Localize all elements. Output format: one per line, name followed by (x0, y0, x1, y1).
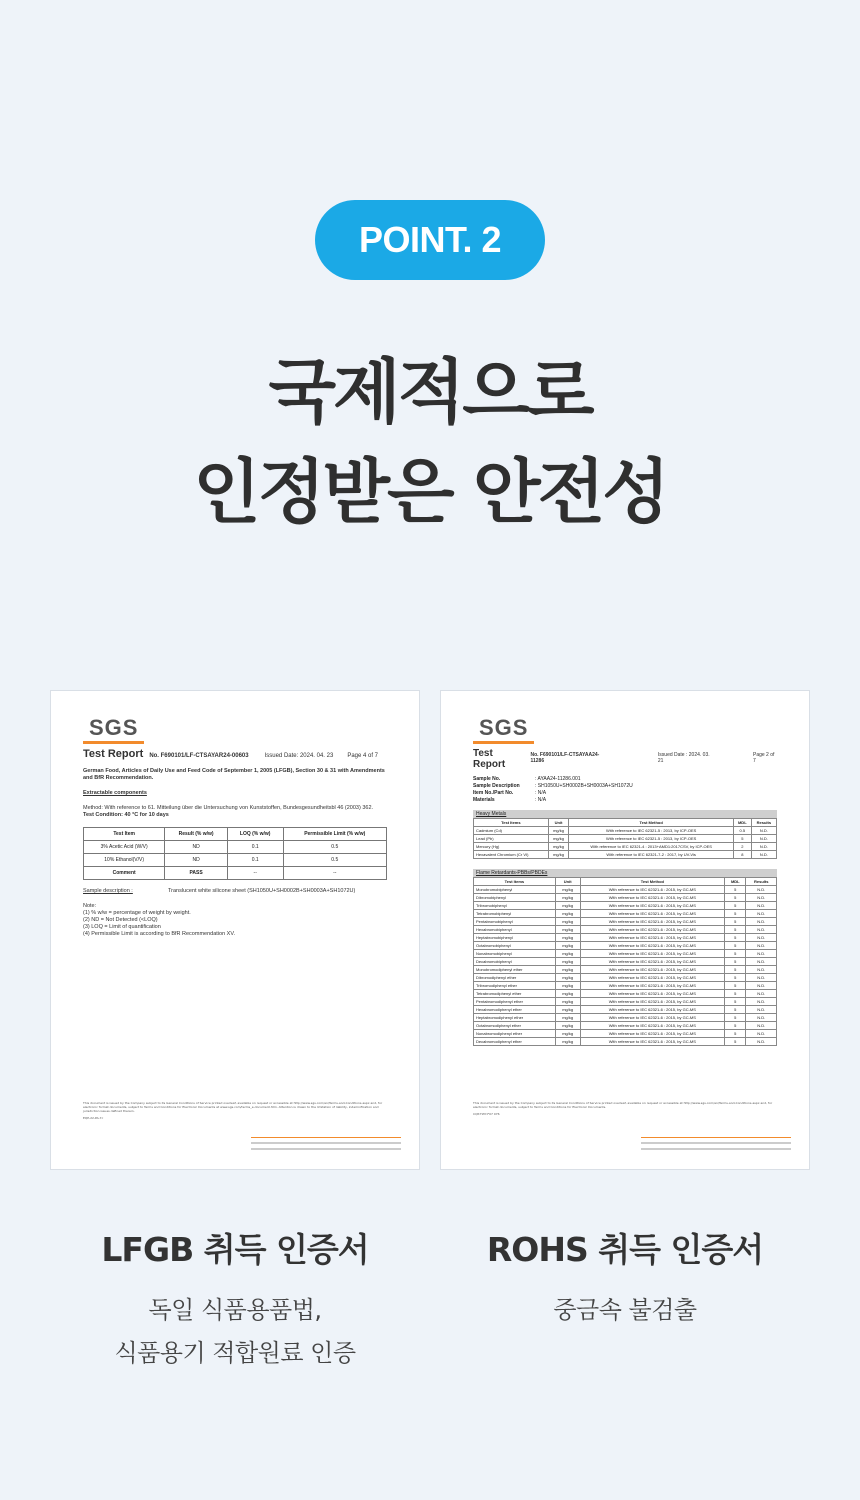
table-cell: With reference to IEC 62321-4 : 2013+AMD1:2017CSV, by ICP-OES (569, 843, 734, 851)
table-cell: 5 (733, 835, 751, 843)
table-cell: 5 (725, 1038, 746, 1046)
table-cell: N.D. (746, 1006, 777, 1014)
table-cell: 5 (725, 926, 746, 934)
table-cell: N.D. (746, 982, 777, 990)
table-cell: 5 (725, 1022, 746, 1030)
flame-retardants-table (473, 877, 777, 1046)
table-cell: N.D. (746, 1030, 777, 1038)
table-cell: 3% Acetic Acid (W/V) (84, 841, 165, 854)
table-cell: Lead (Pb) (474, 835, 549, 843)
result-table (83, 827, 387, 880)
table-cell: Heptabromodiphenyl ether (474, 1014, 556, 1022)
table-cell: N.D. (746, 1022, 777, 1030)
table-cell: Comment (84, 867, 165, 880)
table-header: LOQ (% w/w) (227, 828, 283, 841)
table-header: Result (% w/w) (165, 828, 228, 841)
table-cell: 5 (725, 894, 746, 902)
table-cell: With reference to IEC 62321-6 : 2015, by GC-MS (580, 934, 724, 942)
note-item: (4) Permissible Limit is according to BfR Recommendation XV. (83, 931, 236, 937)
table-cell: PASS (165, 867, 228, 880)
table-cell: With reference to IEC 62321-6 : 2015, by GC-MS (580, 958, 724, 966)
table-cell: N.D. (746, 1014, 777, 1022)
table-cell: 5 (725, 1006, 746, 1014)
table-cell: Heptabromobiphenyl (474, 934, 556, 942)
table-cell: N.D. (746, 894, 777, 902)
footer-rule (251, 1137, 401, 1155)
section-title: Extractable components (83, 790, 147, 796)
sgs-logo: SGS (83, 715, 144, 744)
report-number: No. F690101/LF-CTSAYAR24-00603 (149, 753, 249, 759)
table-cell: N.D. (746, 966, 777, 974)
table-cell: 5 (725, 990, 746, 998)
table-row (474, 998, 777, 1006)
table-cell: 5 (725, 982, 746, 990)
table-cell: N.D. (746, 910, 777, 918)
table-cell: mg/kg (555, 934, 580, 942)
footer-rule (641, 1137, 791, 1155)
rohs-caption-desc: 중금속 불검출 (553, 1296, 697, 1324)
table-cell: 5 (725, 958, 746, 966)
notes-title: Note: (83, 903, 97, 909)
method-text: Method: With reference to 61. Mitteilung über die Untersuchung von Kunststoffen, Bundesgesundheitsbl 46 (2003) 362. (83, 805, 374, 811)
table-cell: N.D. (746, 942, 777, 950)
table-cell: mg/kg (555, 1014, 580, 1022)
table-cell: N.D. (746, 950, 777, 958)
table-header: Test Items (474, 878, 556, 886)
table-row (474, 894, 777, 902)
table-row (84, 841, 387, 854)
table-cell: 5 (725, 942, 746, 950)
table-cell: Pentabromobiphenyl (474, 918, 556, 926)
table-cell: ND (165, 841, 228, 854)
table-row (474, 1014, 777, 1022)
table-cell: 5 (725, 918, 746, 926)
report-number: No. F690101/LF-CTSAYAA24-11286 (530, 752, 600, 764)
table-row (84, 854, 387, 867)
table-cell: N.D. (746, 918, 777, 926)
table-cell: 5 (725, 1014, 746, 1022)
table-cell: 5 (725, 950, 746, 958)
table-cell: N.D. (751, 827, 776, 835)
table-cell: mg/kg (555, 966, 580, 974)
table-row (474, 982, 777, 990)
table-cell: mg/kg (555, 974, 580, 982)
table-cell: N.D. (746, 990, 777, 998)
table-cell: With reference to IEC 62321-6 : 2015, by GC-MS (580, 926, 724, 934)
table-cell: 0.5 (283, 841, 386, 854)
table-cell: With reference to IEC 62321-6 : 2015, by GC-MS (580, 974, 724, 982)
sample-field: Sample Description : SH1050U+SH0002B+SH0003A+SH1072U (473, 783, 633, 789)
note-item: (1) % w/w = percentage of weight by weight. (83, 910, 191, 916)
document-footer: This document is issued by the Company subject to its General Conditions of Service printed overleaf, available on request or accessible at http://www.sgs.com/en/Terms-and-Conditions.aspx and, for electronic format documents, subject to Terms and Conditions for Electronic Documents at www.sgs.com/terms_e-document.htm. Attention is drawn to the limitation of liability, indemnification and jurisdiction issues defined therein. EQP-22-PA-7c (83, 1101, 395, 1120)
table-cell: Dibromodiphenyl ether (474, 974, 556, 982)
table-cell: With reference to IEC 62321-7-2 : 2017, by UV-Vis (569, 851, 734, 859)
lfgb-caption-desc-2: 식품용기 적합원료 인증 (114, 1339, 356, 1367)
table-cell: mg/kg (555, 910, 580, 918)
headline-line-1: 국제적으로 (268, 351, 592, 433)
heavy-metals-table (473, 818, 777, 859)
footer-code: EQP-22-PA-7c (83, 1116, 104, 1120)
table-cell: Monobromobiphenyl (474, 886, 556, 894)
table-header: Unit (548, 819, 569, 827)
table-cell: With reference to IEC 62321-6 : 2015, by GC-MS (580, 918, 724, 926)
table-cell: mg/kg (548, 835, 569, 843)
lfgb-caption-desc-1: 독일 식품용품법, (148, 1296, 322, 1324)
table-cell: With reference to IEC 62321-6 : 2015, by GC-MS (580, 998, 724, 1006)
table-cell: mg/kg (555, 1038, 580, 1046)
issued-date: Issued Date : 2024. 03. 21 (657, 752, 710, 764)
table-row (84, 867, 387, 880)
sample-label: Sample description : (83, 888, 133, 894)
table-cell: N.D. (746, 934, 777, 942)
table-cell: Hexabromobiphenyl (474, 926, 556, 934)
table-cell: 5 (725, 902, 746, 910)
note-item: (2) ND = Not Detected (<LOQ) (83, 917, 158, 923)
sample-field: Sample No. : AYAA24-11286.001 (473, 776, 581, 782)
table-row (474, 843, 777, 851)
table-cell: mg/kg (555, 1006, 580, 1014)
table-cell: N.D. (746, 902, 777, 910)
table-cell: Dibromobiphenyl (474, 894, 556, 902)
table-row (474, 958, 777, 966)
table-cell: Octabromobiphenyl (474, 942, 556, 950)
table-cell: mg/kg (548, 843, 569, 851)
table-cell: N.D. (751, 851, 776, 859)
table-cell: With reference to IEC 62321-6 : 2015, by GC-MS (580, 942, 724, 950)
table-cell: mg/kg (555, 942, 580, 950)
table-cell: 2 (733, 843, 751, 851)
lfgb-caption-title: LFGB 취득 인증서 (101, 1230, 369, 1269)
table-cell: Octabromodiphenyl ether (474, 1022, 556, 1030)
table-cell: N.D. (746, 886, 777, 894)
table-cell: Hexabromodiphenyl ether (474, 1006, 556, 1014)
sample-value: Translucent white silicone sheet (SH1050U+SH0002B+SH0003A+SH1072U) (168, 888, 356, 894)
table-cell: ND (165, 854, 228, 867)
table-cell: With reference to IEC 62321-6 : 2015, by GC-MS (580, 1014, 724, 1022)
table-cell: With reference to IEC 62321-6 : 2015, by GC-MS (580, 1022, 724, 1030)
flame-retardants-title: Flame Retardants-PBBs/PBDEs (473, 869, 777, 877)
table-cell: With reference to IEC 62321-6 : 2015, by GC-MS (580, 982, 724, 990)
footer-code: CQP-TWY-F07 076 (473, 1112, 500, 1116)
table-row (474, 851, 777, 859)
table-row (474, 902, 777, 910)
table-cell: mg/kg (548, 851, 569, 859)
table-row (474, 950, 777, 958)
sgs-logo: SGS (473, 715, 534, 744)
table-cell: 10% Ethanol(V/V) (84, 854, 165, 867)
report-intro: German Food, Articles of Daily Use and Feed Code of September 1, 2005 (LFGB), Section 30 & 31 with Amendments and BfR Recommendation. (83, 768, 385, 781)
table-cell: mg/kg (555, 1030, 580, 1038)
table-cell: Decabromodiphenyl ether (474, 1038, 556, 1046)
table-row (474, 1030, 777, 1038)
table-row (474, 918, 777, 926)
heavy-metals-title: Heavy Metals (473, 810, 777, 818)
table-row (474, 966, 777, 974)
table-row (474, 974, 777, 982)
table-cell: With reference to IEC 62321-5 : 2013, by ICP-OES (569, 835, 734, 843)
table-cell: mg/kg (548, 827, 569, 835)
table-row (474, 1022, 777, 1030)
table-cell: Mercury (Hg) (474, 843, 549, 851)
table-row (474, 827, 777, 835)
table-cell: With reference to IEC 62321-6 : 2015, by GC-MS (580, 902, 724, 910)
table-cell: 5 (725, 1030, 746, 1038)
table-header: Unit (555, 878, 580, 886)
table-cell: With reference to IEC 62321-6 : 2015, by GC-MS (580, 910, 724, 918)
test-condition: Test Condition: 40 °C for 10 days (83, 812, 169, 818)
table-cell: N.D. (746, 1038, 777, 1046)
table-cell: 0.5 (733, 827, 751, 835)
table-cell: With reference to IEC 62321-6 : 2015, by GC-MS (580, 1038, 724, 1046)
table-cell: mg/kg (555, 950, 580, 958)
table-cell: 5 (725, 934, 746, 942)
table-cell: With reference to IEC 62321-5 : 2013, by ICP-OES (569, 827, 734, 835)
page-number: Page 2 of 7 (752, 752, 775, 764)
table-cell: N.D. (746, 998, 777, 1006)
sample-field: Item No./Part No. : N/A (473, 790, 547, 796)
table-cell: mg/kg (555, 886, 580, 894)
table-header: Results (751, 819, 776, 827)
table-cell: 5 (725, 998, 746, 1006)
table-cell: With reference to IEC 62321-6 : 2015, by GC-MS (580, 894, 724, 902)
report-title: Test Report (83, 748, 144, 760)
document-footer: This document is issued by the Company subject to its General Conditions of Service printed overleaf, available on request or accessible at http://www.sgs.com/en/Terms-and-Conditions.aspx and, for electronic format documents, subject to Terms and Conditions for Electronic Documents. CQP-TWY-F07 076 (473, 1101, 785, 1116)
table-cell: With reference to IEC 62321-6 : 2015, by GC-MS (580, 990, 724, 998)
note-item: (3) LOQ = Limit of quantification (83, 924, 161, 930)
table-row (474, 835, 777, 843)
table-header: MDL (733, 819, 751, 827)
table-row (474, 934, 777, 942)
table-cell: Tribromodiphenyl ether (474, 982, 556, 990)
headline-line-2: 인정받은 안전성 (193, 451, 667, 533)
sample-field: Materials : N/A (473, 797, 547, 803)
table-cell: With reference to IEC 62321-6 : 2015, by GC-MS (580, 950, 724, 958)
table-cell: Tribromobiphenyl (474, 902, 556, 910)
table-header: Permissible Limit (% w/w) (283, 828, 386, 841)
table-row (474, 910, 777, 918)
table-cell: Cadmium (Cd) (474, 827, 549, 835)
table-cell: With reference to IEC 62321-6 : 2015, by GC-MS (580, 1030, 724, 1038)
table-row (474, 886, 777, 894)
table-cell: mg/kg (555, 902, 580, 910)
lfgb-certificate-image (50, 690, 420, 1170)
table-row (474, 1006, 777, 1014)
table-header: Results (746, 878, 777, 886)
table-row (474, 926, 777, 934)
table-cell: mg/kg (555, 918, 580, 926)
table-cell: 5 (725, 886, 746, 894)
table-row (474, 990, 777, 998)
table-cell: Decabromobiphenyl (474, 958, 556, 966)
table-row (474, 1038, 777, 1046)
table-header: MDL (725, 878, 746, 886)
point-badge: POINT. 2 (315, 200, 545, 280)
table-cell: 8 (733, 851, 751, 859)
table-cell: 5 (725, 974, 746, 982)
table-cell: N.D. (751, 843, 776, 851)
table-cell: N.D. (751, 835, 776, 843)
table-cell: 0.1 (227, 854, 283, 867)
table-header: Test Method (569, 819, 734, 827)
table-cell: Tetrabromodiphenyl ether (474, 990, 556, 998)
table-cell: mg/kg (555, 926, 580, 934)
table-cell: mg/kg (555, 958, 580, 966)
table-cell: Hexavalent Chromium (Cr VI) (474, 851, 549, 859)
table-cell: N.D. (746, 926, 777, 934)
table-cell: N.D. (746, 958, 777, 966)
table-cell: 0.1 (227, 841, 283, 854)
page-number: Page 4 of 7 (347, 753, 379, 759)
table-cell: mg/kg (555, 894, 580, 902)
rohs-certificate-image (440, 690, 810, 1170)
table-cell: -- (283, 867, 386, 880)
table-cell: With reference to IEC 62321-6 : 2015, by GC-MS (580, 886, 724, 894)
table-cell: 0.5 (283, 854, 386, 867)
table-cell: Pentabromodiphenyl ether (474, 998, 556, 1006)
table-cell: -- (227, 867, 283, 880)
table-cell: mg/kg (555, 990, 580, 998)
table-header: Test Method (580, 878, 724, 886)
table-header: Test Items (474, 819, 549, 827)
table-cell: 5 (725, 966, 746, 974)
report-title: Test Report (473, 748, 506, 770)
table-cell: Monobromodiphenyl ether (474, 966, 556, 974)
table-row (474, 942, 777, 950)
table-cell: mg/kg (555, 982, 580, 990)
table-cell: With reference to IEC 62321-6 : 2015, by GC-MS (580, 966, 724, 974)
rohs-caption-title: ROHS 취득 인증서 (486, 1230, 764, 1269)
table-cell: mg/kg (555, 1022, 580, 1030)
table-cell: With reference to IEC 62321-6 : 2015, by GC-MS (580, 1006, 724, 1014)
issued-date: Issued Date: 2024. 04. 23 (264, 753, 334, 759)
table-cell: Tetrabromobiphenyl (474, 910, 556, 918)
table-header: Test Item (84, 828, 165, 841)
table-cell: Nonabromodiphenyl ether (474, 1030, 556, 1038)
table-cell: N.D. (746, 974, 777, 982)
table-cell: Nonabromobiphenyl (474, 950, 556, 958)
table-cell: 5 (725, 910, 746, 918)
table-cell: mg/kg (555, 998, 580, 1006)
